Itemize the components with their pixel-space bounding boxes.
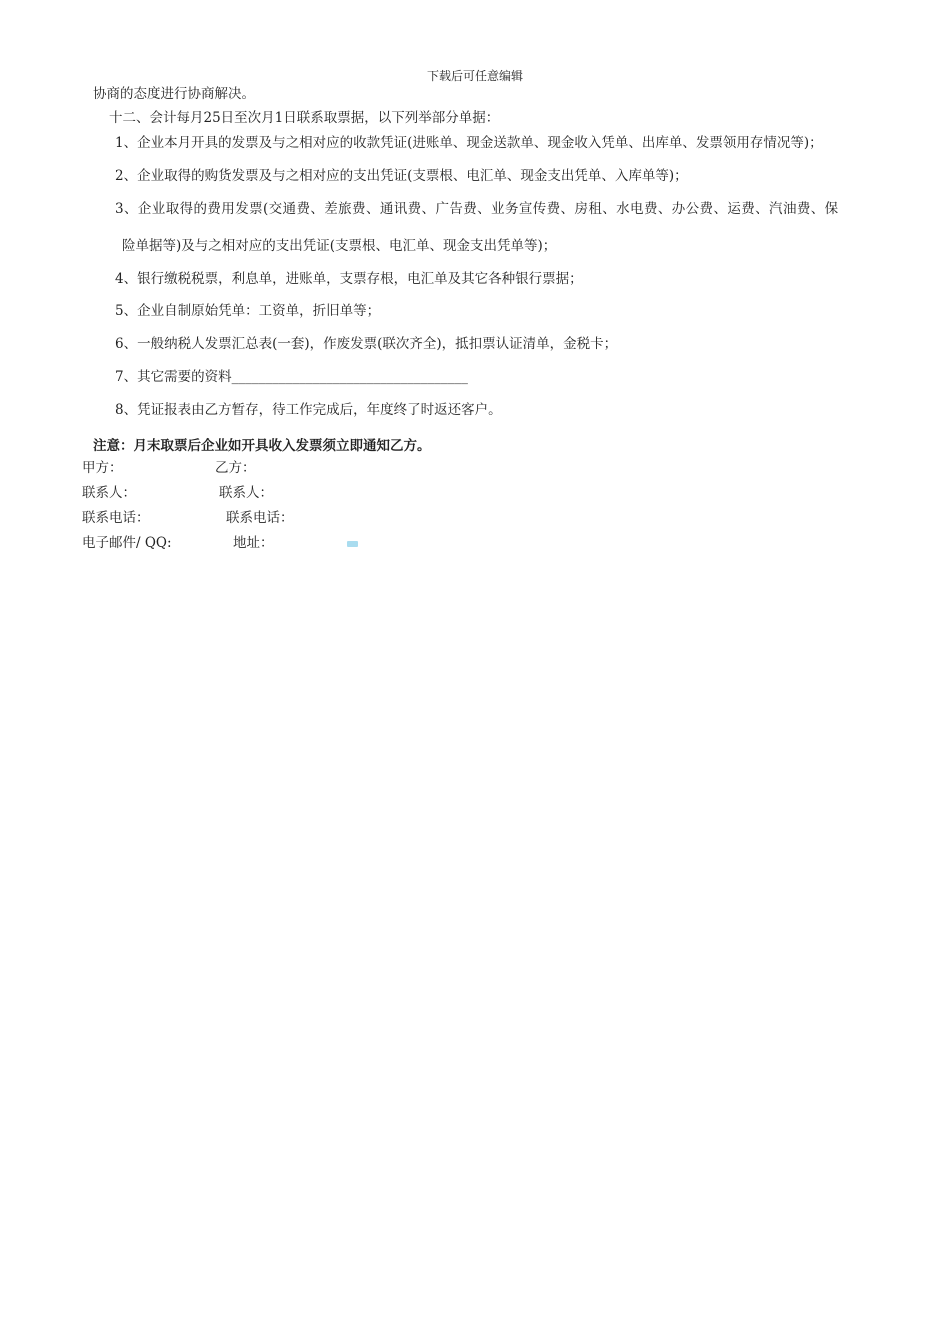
contact-b-label: 联系人： — [219, 485, 273, 501]
list-item: 8、凭证报表由乙方暂存，待工作完成后，年度终了时返还客户。 — [115, 402, 502, 418]
section-12-heading: 十二、会计每月25日至次月1日联系取票据，以下列举部分单据： — [109, 110, 500, 126]
phone-b-label: 联系电话： — [226, 510, 294, 526]
contact-a-label: 联系人： — [82, 485, 136, 501]
continuation-text: 协商的态度进行协商解决。 — [93, 86, 255, 102]
phone-a-label: 联系电话： — [82, 510, 150, 526]
email-a-label: 电子邮件/ QQ: — [82, 535, 172, 551]
party-b-label: 乙方： — [215, 460, 256, 476]
page-header: 下载后可任意编辑 — [426, 69, 523, 83]
list-item: 1、企业本月开具的发票及与之相对应的收款凭证(进账单、现金送款单、现金收入凭单、出库单、发票领用存情况等)； — [115, 135, 823, 151]
highlight-mark — [347, 541, 358, 547]
list-item: 4、银行缴税税票，利息单，进账单，支票存根，电汇单及其它各种银行票据； — [115, 271, 583, 287]
address-b-label: 地址： — [233, 535, 274, 551]
list-item: 3、企业取得的费用发票(交通费、差旅费、通讯费、广告费、业务宣传费、房租、水电费、办公费、运费、汽油费、保 — [115, 201, 839, 217]
list-item: 6、一般纳税人发票汇总表(一套)，作废发票(联次齐全)，抵扣票认证清单，金税卡； — [115, 336, 618, 352]
list-item: 5、企业自制原始凭单：工资单，折旧单等； — [115, 303, 381, 319]
list-item: 7、其它需要的资料___________________________________ — [115, 369, 468, 385]
list-item: 2、企业取得的购货发票及与之相对应的支出凭证(支票根、电汇单、现金支出凭单、入库单等)； — [115, 168, 688, 184]
party-a-label: 甲方： — [82, 460, 123, 476]
list-item-continuation: 险单据等)及与之相对应的支出凭证(支票根、电汇单、现金支出凭单等)； — [122, 238, 557, 254]
notice-text: 注意：月末取票后企业如开具收入发票须立即通知乙方。 — [93, 438, 431, 454]
